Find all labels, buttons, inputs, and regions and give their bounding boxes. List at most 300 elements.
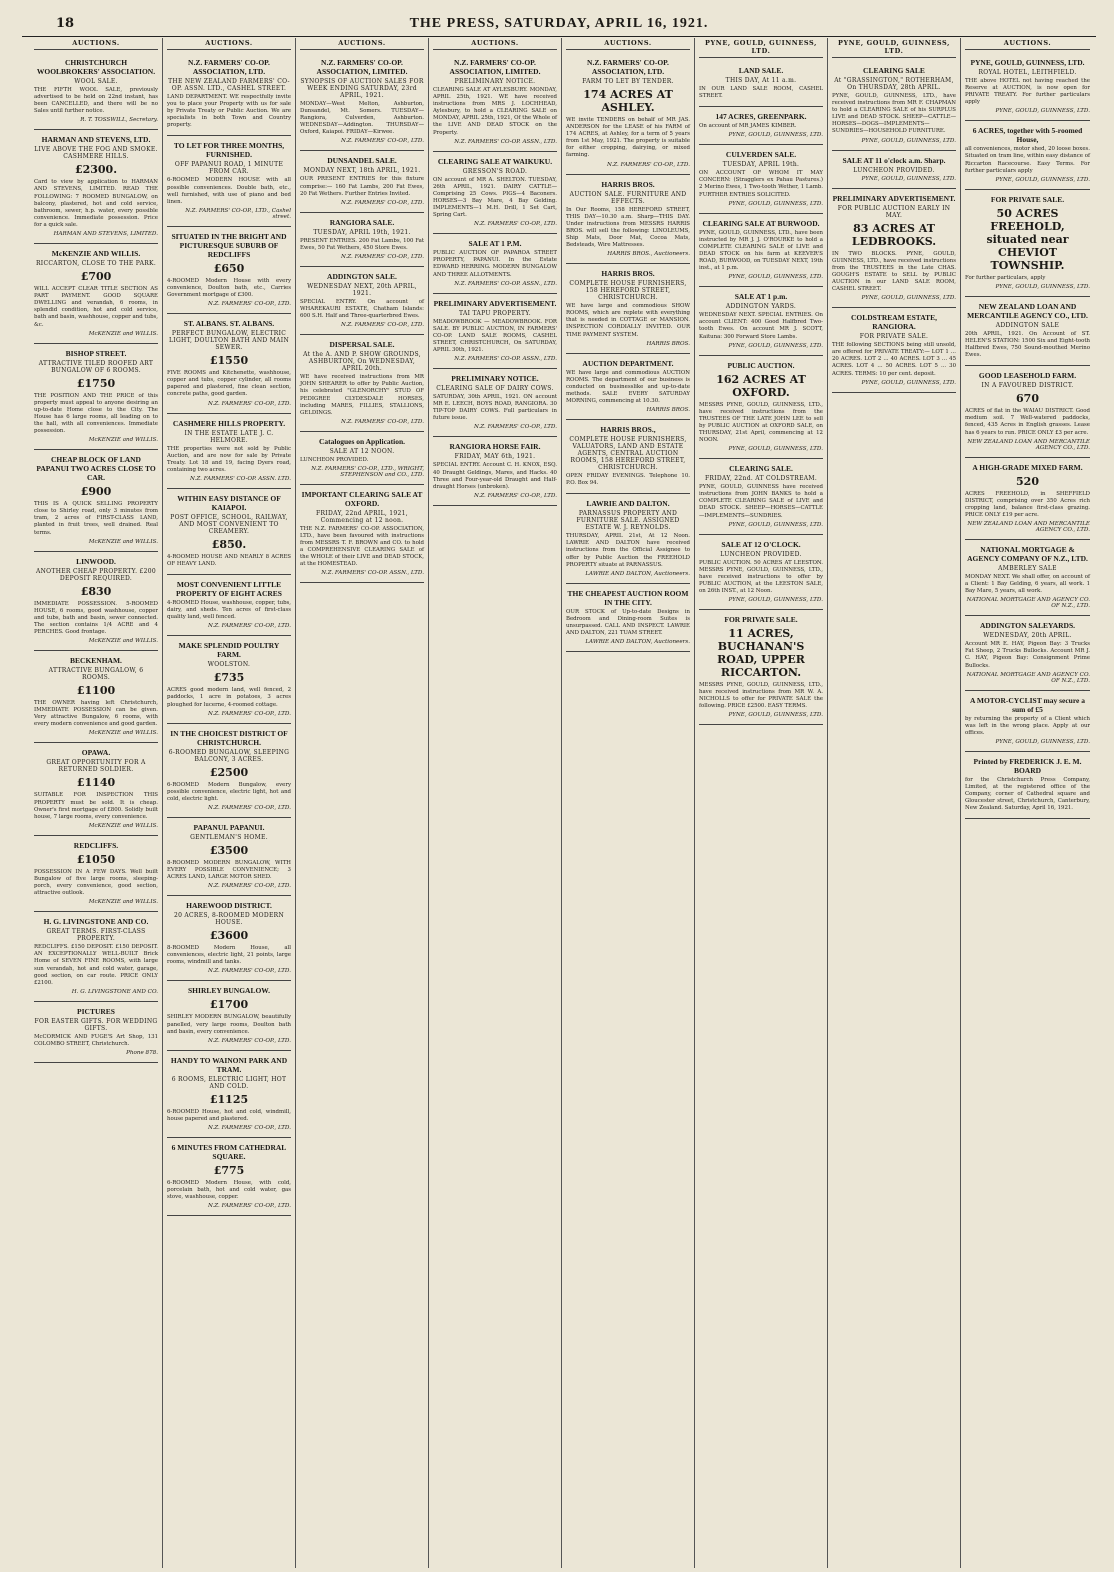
ad-signature: NEW ZEALAND LOAN AND MERCANTILE AGENCY CO., LTD. — [967, 438, 1090, 451]
ad-price: £650 — [213, 261, 245, 275]
ad-subtitle: 6 ROOMS, ELECTRIC LIGHT, HOT AND COLD. — [171, 1075, 287, 1090]
advertisement — [699, 610, 823, 725]
ad-subtitle: AMBERLEY SALE — [998, 564, 1057, 572]
ad-body: for the Christchurch Press Company, Limited, at the registered office of the Company, corner of Cathedral square and Gloucester street, Christchurch, Canterbury, New Zealand. Saturday, April 16, 1921. — [965, 776, 1090, 812]
ad-subtitle: PERFECT BUNGALOW, ELECTRIC LIGHT, DOULTON BATH AND MAIN SEWER. — [168, 330, 290, 352]
ad-signature: N.Z. FARMERS' CO-OP. ASSN., LTD. — [454, 138, 557, 145]
ad-title: IN THE CHOICEST DISTRICT OF CHRISTCHURCH. — [170, 728, 288, 747]
advertisement — [34, 552, 158, 651]
ad-signature: N.Z. FARMERS' CO-OP. ASSN., LTD. — [321, 570, 424, 577]
ad-title: PICTURES — [77, 1006, 115, 1016]
advertisement — [34, 651, 158, 743]
column-8 — [961, 38, 1094, 1568]
column-heading: AUCTIONS. — [167, 38, 291, 50]
ad-body: by returning the property of a Client which was left in the wrong place. Apply at our offices. — [965, 715, 1090, 736]
ad-body: SHIRLEY MODERN BUNGALOW, beautifully panelled, very large rooms, Doulton bath and basin, every convenience. — [167, 1014, 291, 1035]
ad-body: all conveniences, motor shed, 20 loose boxes. Situated on tram line, within easy distance of Riccarton Racecourse. Easy Terms. For further particulars apply — [965, 146, 1090, 174]
ad-title: RANGIORA SALE. — [329, 217, 395, 227]
ad-signature: N.Z. FARMERS' CO-OP., LTD. — [340, 322, 424, 329]
ad-price: 83 ACRES AT LEDBROOKS. — [851, 221, 937, 248]
ad-title: NATIONAL MORTGAGE & AGENCY COMPANY OF N.Z., LTD. — [967, 544, 1088, 563]
ad-body: WE invite TENDERS on behalf of MR JAS. ANDERSON for the LEASE of his FARM of 174 ACRES, at Ashley, for a term of 5 years from 1st May, 1921. The property is suitable for either cropping, dairying, or mixed farming. — [566, 117, 690, 159]
ad-body: 8-ROOMED MODERN BUNGALOW, WITH EVERY POSSIBLE CONVENIENCE; 3 ACRES LAND, LARGE MOTOR SHED. — [167, 859, 291, 881]
ad-title: HARRIS BROS., — [600, 425, 656, 435]
ad-title: PAPANUI. PAPANUI. — [193, 822, 265, 832]
column-1 — [30, 38, 163, 1568]
ad-title: MAKE SPLENDID POULTRY FARM. — [178, 641, 280, 660]
ad-body: MESSRS PYNE, GOULD, GUINNESS, LTD., have received instructions from the TRUSTEES OF THE LATE JOHN LEE to sell by PUBLIC AUCTION at OXFORD SALE, on THURSDAY, 21st April, commencing at 12 NOON. — [699, 401, 823, 444]
ad-title: SALE AT 1 p.m. — [734, 292, 788, 302]
advertisement — [300, 267, 424, 335]
advertisement — [699, 535, 823, 610]
advertisement — [300, 213, 424, 267]
ad-signature: N.Z. FARMERS' CO-OP., LTD. — [207, 710, 291, 717]
ad-signature: HARRIS BROS. — [646, 407, 690, 414]
advertisement — [300, 151, 424, 212]
ad-price: 11 ACRES, BUCHANAN'S ROAD, UPPER RICCARTON. — [717, 627, 805, 680]
column-heading: PYNE, GOULD, GUINNESS, LTD. — [699, 38, 823, 58]
advertisement — [699, 356, 823, 460]
ad-title: N.Z. FARMERS' CO-OP. ASSOCIATION, LTD. — [188, 58, 270, 76]
ad-signature: HARRIS BROS. — [646, 340, 690, 347]
ad-signature: McKENZIE and WILLIS. — [88, 638, 158, 645]
ad-subtitle: 6-ROOMED BUNGALOW, SLEEPING BALCONY, 3 ACRES. — [168, 748, 290, 763]
ad-price: £1050 — [76, 852, 116, 866]
ad-body: CLEARING SALE AT AYLESBURY. MONDAY, APRIL 25th, 1921. WE have received instructions from MRS J. LOCHHEAD, Aylesbury, to hold a CLEARING SALE on MONDAY, APRIL 25th, 1921, Of the Whole of the LIVE AND DEAD STOCK on the Property. — [433, 87, 557, 136]
ad-title: WITHIN EASY DISTANCE OF KAIAPOI. — [177, 493, 281, 512]
ad-body: For further particulars, apply — [965, 274, 1046, 281]
ad-body: THE OWNER having left Christchurch, IMMEDIATE POSSESSION can be given. Very attractive Bungalow, 6 rooms, with every modern convenience and good garden. — [34, 700, 158, 728]
ad-signature: N.Z. FARMERS' CO-OP., LTD. — [207, 883, 291, 890]
ad-subtitle: TUESDAY, APRIL 19th. — [722, 161, 800, 169]
ad-signature: N.Z. FARMERS' CO-OP., LTD. — [473, 221, 557, 228]
ad-title: CLEARING SALE AT BURWOOD. — [702, 218, 820, 228]
ad-body: THE above HOTEL not having reached the Reserve at AUCTION, is now open for PRIVATE TREATY. For further particulars apply — [965, 78, 1090, 106]
ad-title: MOST CONVENIENT LITTLE PROPERTY OF EIGHT ACRES — [176, 580, 282, 599]
ad-title: N.Z. FARMERS' CO-OP. ASSOCIATION, LIMITED. — [316, 58, 408, 76]
ad-price: £1140 — [76, 776, 116, 790]
advertisement — [965, 752, 1090, 819]
ad-price: £775 — [213, 1163, 245, 1177]
ad-title: A HIGH-GRADE MIXED FARM. — [972, 462, 1083, 472]
advertisement — [167, 575, 291, 636]
ad-signature: N.Z. FARMERS' CO-OP., LTD. — [207, 400, 291, 407]
advertisement — [965, 53, 1090, 121]
advertisement — [566, 494, 690, 583]
ad-signature: HARRIS BROS., Auctioneers. — [607, 251, 690, 258]
ad-price: 50 ACRES FREEHOLD, situated near CHEVIOT TOWNSHIP. — [986, 206, 1069, 272]
ad-subtitle: SALE AT 12 NOON. — [329, 447, 395, 455]
ad-body: 6-ROOMED Modern Bungalow, every possible convenience, electric light, hot and cold, electric light. — [167, 781, 291, 802]
ad-signature: PYNE, GOULD, GUINNESS, LTD. — [861, 175, 956, 182]
ad-body: Account MR E. HAY, Pigeon Bay: 3 Trucks Fat Sheep, 2 Trucks Bullocks. Account MR J. C. HAY, Pigeon Bay: Consignment Prime Bullocks. — [965, 641, 1090, 669]
ad-title: CLEARING SALE. — [729, 464, 793, 474]
ad-signature: PYNE, GOULD, GUINNESS, LTD. — [861, 137, 956, 144]
ad-title: McKENZIE AND WILLIS. — [51, 249, 141, 259]
column-heading: AUCTIONS. — [34, 38, 158, 50]
ad-signature: McKENZIE and WILLIS. — [88, 822, 158, 829]
ad-signature: McKENZIE and WILLIS. — [88, 437, 158, 444]
ad-subtitle: ADDINGTON YARDS. — [725, 303, 797, 311]
ad-body: 4-ROOMED Modern House with every convenience, Doulton bath, etc., Carries Government mortgage of £300. — [167, 277, 291, 299]
advertisement — [832, 308, 956, 392]
ad-signature: N.Z. FARMERS' CO-OP., LTD. — [340, 418, 424, 425]
ad-title: SITUATED IN THE BRIGHT AND PICTURESQUE SUBURB OF REDCLIFFS — [171, 231, 287, 259]
ad-signature: N.Z. FARMERS' CO-OP., LTD. — [473, 424, 557, 431]
ad-price: £2500 — [209, 765, 249, 779]
ad-title: H. G. LIVINGSTONE AND CO. — [43, 917, 149, 927]
ad-title: DUNSANDEL SALE. — [327, 156, 397, 166]
column-heading: PYNE, GOULD, GUINNESS, LTD. — [832, 38, 956, 58]
advertisement — [433, 369, 557, 437]
column-heading: AUCTIONS. — [300, 38, 424, 50]
ad-signature: McKENZIE and WILLIS. — [88, 730, 158, 737]
ad-title: CASHMERE HILLS PROPERTY. — [172, 418, 286, 428]
ad-body: 6-ROOMED MODERN HOUSE with all possible conveniences. Double bath, etc., well furnished, with use of piano and bed linen. — [167, 177, 291, 205]
advertisement — [699, 107, 823, 145]
ad-subtitle: FOR PRIVATE SALE. — [859, 333, 929, 341]
ad-title: HARRIS BROS. — [601, 179, 655, 189]
ad-subtitle: GREAT OPPORTUNITY FOR A RETURNED SOLDIER. — [46, 759, 146, 774]
ad-body: PYNE, GOULD, GUINNESS have received instructions from JOHN BANKS to hold a COMPLETE CLEARING SALE of LIVE and DEAD STOCK. SHEEP—HORSES—CATTLE—IMPLEMENTS—SUNDRIES. — [699, 484, 823, 519]
ad-signature: N.Z. FARMERS' CO-OP., LTD. — [207, 968, 291, 975]
ad-price: £2300. — [74, 163, 118, 177]
ad-signature: PYNE, GOULD, GUINNESS, LTD. — [728, 200, 823, 207]
ad-signature: N.Z. FARMERS' CO-OP., LTD. — [207, 1203, 291, 1210]
ad-price: £1550 — [209, 354, 249, 368]
ad-subtitle: GENTLEMAN'S HOME. — [190, 833, 268, 841]
advertisement — [965, 540, 1090, 616]
ad-signature: R. T. TOSSWILL, Secretary. — [80, 117, 158, 124]
advertisement — [699, 145, 823, 213]
advertisement — [167, 896, 291, 981]
advertisement — [699, 61, 823, 107]
ad-body: On account of MR JAMES KIMBER. — [699, 123, 797, 130]
ad-price: £1750 — [76, 376, 116, 390]
ad-title: N.Z. FARMERS' CO-OP. ASSOCIATION, LIMITED. — [449, 58, 541, 76]
ad-title: COLDSTREAM ESTATE, RANGIORA. — [851, 313, 937, 332]
ad-signature: N.Z. FARMERS' CO-OP., LTD. — [207, 1037, 291, 1044]
ad-price: 670 — [1016, 392, 1039, 406]
ad-title: CHRISTCHURCH WOOLBROKERS' ASSOCIATION. — [36, 58, 156, 76]
ad-price: £3600 — [209, 929, 249, 943]
ad-signature: H. G. LIVINGSTONE AND CO. — [71, 988, 158, 995]
ad-subtitle: SYNOPSIS OF AUCTION SALES FOR WEEK ENDING SATURDAY, 23rd APRIL, 1921. — [300, 78, 424, 99]
ad-body: REDCLIFFS. £150 DEPOSIT. £150 DEPOSIT. AN EXCEPTIONALLY WELL-BUILT Brick Home of SEVEN FINE ROOMS, with large sun verandah, hot and cold water, garage, good section, on car route. PRICE ONLY £2100. — [34, 944, 158, 986]
ad-title: PRELIMINARY ADVERTISEMENT. — [832, 193, 956, 203]
ad-signature: N.Z. FARMERS' CO-OP., LTD. — [207, 301, 291, 308]
ad-subtitle: ANOTHER CHEAP PROPERTY. £200 DEPOSIT REQUIRED. — [36, 567, 156, 582]
ad-title: BISHOP STREET. — [65, 348, 127, 358]
ad-body: LAND DEPARTMENT. WE respectfully invite you to place your Property with us for sale by Private Treaty or Public Auction. We are specialists in both Town and Country property. — [167, 94, 291, 129]
advertisement — [433, 234, 557, 293]
ad-title: SALE AT 11 o'clock a.m. Sharp. — [842, 155, 946, 165]
ad-body: THIS IS A QUICK SELLING PROPERTY close to Shirley road, only 3 minutes from tram, 2 acres of FIRST-CLASS LAND, planted in fruit trees, well drained. Real terms. — [34, 501, 158, 536]
column-heading: AUCTIONS. — [433, 38, 557, 50]
advertisement — [167, 636, 291, 723]
column-3 — [296, 38, 429, 1568]
ad-subtitle: WOOL SALE. — [74, 78, 118, 85]
ad-body: ON ACCOUNT OF WHOM IT MAY CONCERN: (Stragglers ex Pahau Pastures.) 2 Merino Ewes, 1 Two-tooth Wether, 1 Lamb. FURTHER ENTRIES SOLICITED. — [699, 170, 823, 198]
advertisement — [167, 314, 291, 413]
column-5 — [562, 38, 695, 1568]
advertisement — [34, 912, 158, 1002]
ad-subtitle: THIS DAY, At 11 a.m. — [725, 77, 797, 84]
ad-title: THE CHEAPEST AUCTION ROOM IN THE CITY. — [567, 588, 689, 607]
ad-body: WE have large and commodious SHOW ROOMS, which are replete with everything that is needed in COTTAGE or MANSION. INSPECTION CORDIALLY INVITED. OUR TIME PAYMENT SYSTEM. — [566, 303, 690, 338]
ad-signature: N.Z. FARMERS' CO-OP., LTD. — [207, 1124, 291, 1131]
advertisement — [34, 130, 158, 244]
ad-signature: PYNE, GOULD, GUINNESS, LTD. — [728, 521, 823, 528]
ad-subtitle: IN A FAVOURED DISTRICT. — [981, 382, 1074, 390]
ad-signature: N.Z. FARMERS' CO-OP., LTD., WRIGHT, STEPHENSON and CO., LTD. — [311, 465, 424, 478]
ad-subtitle: PRELIMINARY NOTICE. — [454, 78, 536, 85]
ad-body: THE following SECTIONS being still unsold, are offered for PRIVATE TREATY:— LOT 1 ... 20 ACRES. LOT 2 ... 40 ACRES. LOT 3 ... 45 ACRES. LOT 4 ... 50 ACRES. LOT 5 ... 30 ACRES. TERMS: 10 per cent. deposit. — [832, 342, 956, 377]
ad-signature: Phone 878. — [126, 1049, 158, 1056]
ad-title: PRELIMINARY NOTICE. — [451, 374, 539, 384]
ad-signature: N.Z. FARMERS' CO-OP. ASSN. LTD. — [190, 475, 291, 482]
advertisement — [167, 489, 291, 575]
ad-subtitle: ATTRACTIVE BUNGALOW, 6 ROOMS. — [48, 667, 144, 682]
advertisement — [167, 53, 291, 136]
ad-signature: NEW ZEALAND LOAN AND MERCANTILE AGENCY CO., LTD. — [967, 520, 1090, 533]
ad-subtitle: TUESDAY, APRIL 19th, 1921. — [313, 228, 411, 236]
ad-title: PUBLIC AUCTION. — [727, 360, 795, 370]
ad-title: HARMAN AND STEVENS, LTD. — [41, 135, 151, 145]
advertisement — [566, 53, 690, 175]
advertisement — [832, 61, 956, 151]
ad-body: PYNE, GOULD, GUINNESS, LTD., have been instructed by MR J. J. O'ROURKE to hold a COMPLETE CLEARING SALE of LIVE and DEAD STOCK on his farm at KEEVER'S ROAD, BURWOOD, on TUESDAY NEXT, 19th inst., at 1 p.m. — [699, 229, 823, 272]
ad-body: ON account of MR A. SHELTON. TUESDAY, 26th APRIL, 1921. DAIRY CATTLE—Comprising 25 Cows. PIGS—4 Baconers. HORSES—3 Bay Mare, 4 Bay Gelding. IMPLEMENTS—1 M.H. Drill, 1 Set Cart, Spring Cart. — [433, 176, 557, 219]
ad-title: DISPERSAL SALE. — [329, 340, 395, 350]
column-6 — [695, 38, 828, 1568]
ad-signature: N.Z. FARMERS' CO-OP., LTD. — [606, 161, 690, 168]
ad-price: 174 ACRES AT ASHLEY. — [583, 88, 673, 114]
ad-signature: McKENZIE and WILLIS. — [88, 899, 158, 906]
ad-title: 6 ACRES, together with 5-roomed House, — [972, 126, 1083, 145]
ad-signature: PYNE, GOULD, GUINNESS, LTD. — [995, 738, 1090, 745]
ad-body: OUR STOCK of Up-to-date Designs in Bedroom and Dining-room Suites is unsurpassed. CALL AND INSPECT. LAWRIE AND DALTON, 221 TUAM STREET. — [566, 608, 690, 636]
advertisement — [167, 1138, 291, 1216]
column-heading: AUCTIONS. — [566, 38, 690, 50]
ad-signature: N.Z. FARMERS' CO-OP., LTD. — [473, 492, 557, 499]
ad-signature: LAWRIE AND DALTON, Auctioneers. — [585, 639, 690, 646]
ad-title: LINWOOD. — [76, 556, 116, 566]
ad-body: MONDAY—West Melton, Ashburton, Dunsandel, Mt. Somers. TUESDAY—Rangiora, Culverden, Ashburton. WEDNESDAY—Addington. THURSDAY—Oxford, Kaiapoi. FRIDAY—Kirwee. — [300, 101, 424, 136]
ad-signature: N.Z. FARMERS' CO-OP., LTD. — [340, 138, 424, 145]
ad-title: Printed by FREDERICK J. E. M. BOARD — [973, 756, 1082, 775]
ad-body: OUR PRESENT ENTRIES for this fixture comprise:— 160 Fat Lambs, 200 Fat Ewes, 20 Fat Wethers. Further Entries Invited. — [300, 176, 424, 197]
ad-body: ACRES FREEHOLD, in SHEFFIELD DISTRICT, comprising over 350 Acres rich cropping land, balance first-class grazing. PRICE ONLY £19 per acre. — [965, 490, 1090, 518]
masthead — [22, 14, 1096, 37]
ad-body: Card to view by application to HARMAN AND STEVENS, LIMITED. READ THE FOLLOWING: 7 ROOMED BUNGALOW, on balcony, plastered, hot and cold service, bathroom, sewer, h.p. water, every possible convenience. Immediate possession. Price for a quick sale. — [34, 179, 158, 228]
ad-body: SPECIAL ENTRY. Account C. H. KNOX, ESQ. 40 Draught Geldings, Mares, and Hacks. 40 Three and Four-year-old Draught and Half-draught Horses (unbroken). — [433, 462, 557, 490]
advertisement — [300, 432, 424, 485]
advertisement — [699, 459, 823, 534]
advertisement — [433, 53, 557, 152]
ad-signature: PYNE, GOULD, GUINNESS, LTD. — [728, 597, 823, 604]
advertisement — [965, 691, 1090, 752]
advertisement — [699, 287, 823, 355]
advertisement — [34, 836, 158, 912]
ad-signature: N.Z. FARMERS' CO-OP., LTD. — [340, 199, 424, 206]
ad-subtitle: ADDINGTON SALE — [995, 321, 1060, 329]
ad-body: THE POSITION AND THE PRICE of this property must appeal to anyone desiring an up-to-date Home close to the City. The House has 6 large rooms, all leading on to the hall, with all conveniences. Immediate possession. — [34, 392, 158, 435]
ad-title: FOR PRIVATE SALE. — [990, 194, 1065, 204]
ad-subtitle: AUCTION SALE. FURNITURE AND EFFECTS. — [569, 190, 687, 205]
ad-body: FIVE ROOMS and Kitchenette, washhouse, copper and tubs, copper cylinder, all rooms papered and plastered, fine clean section, concrete paths, good garden. — [167, 370, 291, 398]
advertisement — [566, 175, 690, 265]
ad-title: ADDINGTON SALEYARDS. — [979, 621, 1076, 631]
ad-subtitle: THE NEW ZEALAND FARMERS' CO-OP. ASSN. LTD., CASHEL STREET. — [168, 78, 290, 92]
advertisement — [965, 297, 1090, 366]
ad-subtitle: WEDNESDAY NEXT, 20th APRIL, 1921. — [307, 282, 417, 297]
ad-subtitle: 20 ACRES, 8-ROOMED MODERN HOUSE. — [173, 912, 285, 927]
ad-title: AUCTION DEPARTMENT. — [582, 358, 674, 368]
ad-signature: NATIONAL MORTGAGE AND AGENCY CO. OF N.Z., LTD. — [966, 671, 1090, 684]
ad-subtitle: COMPLETE HOUSE FURNISHERS, VALUATORS, LAND AND ESTATE AGENTS, CENTRAL AUCTION ROOMS, 158 HEREFORD STREET, CHRISTCHURCH. — [569, 436, 687, 472]
ad-subtitle: PARNASSUS PROPERTY AND FURNITURE SALE. ASSIGNED ESTATE W. J. REYNOLDS. — [576, 510, 680, 532]
ad-title: SALE AT 1 P.M. — [468, 239, 522, 249]
advertisement — [433, 152, 557, 235]
ad-body: THE N.Z. FARMERS' CO-OP. ASSOCIATION, LTD., have been favoured with instructions from MESSRS T. F. BROWN and CO. to hold a COMPREHENSIVE CLEARING SALE of the WHOLE of their LIVE and DEAD STOCK, at the HOMESTEAD. — [300, 525, 424, 568]
newspaper-title: THE PRESS, SATURDAY, APRIL 16, 1921. — [409, 16, 709, 31]
ad-title: NEW ZEALAND LOAN AND MERCANTILE AGENCY CO., LTD. — [967, 301, 1088, 320]
ad-subtitle: FOR PUBLIC AUCTION EARLY IN MAY. — [837, 204, 951, 219]
ad-body: THE properties were not sold by Public Auction, and are now for sale by Private Treaty. Lot 18 and 19, facing Dyers road, containing two acres. — [167, 445, 291, 473]
ad-subtitle: RICCARTON, CLOSE TO THE PARK. — [35, 260, 157, 268]
ad-subtitle: WEDNESDAY, 20th APRIL. — [983, 632, 1072, 640]
ad-title: LAND SALE. — [738, 66, 784, 75]
ad-signature: PYNE, GOULD, GUINNESS, LTD. — [728, 132, 823, 139]
ad-price: £830 — [80, 584, 112, 598]
ad-subtitle: LUNCHEON PROVIDED. — [853, 166, 935, 174]
ad-price: £850. — [211, 537, 247, 551]
ad-body: ACRES of flat in the WAIAU DISTRICT. Good medium soil. 7 Well-watered paddocks, fenced, 435 Acres in English grasses. Lease has 6 years to run. PRICE ONLY £3 per acre. — [965, 408, 1090, 436]
ad-body: OPEN FRIDAY EVENINGS. Telephone 10. P.O. Box 94. — [566, 473, 690, 487]
ad-price: £3500 — [209, 843, 249, 857]
advertisement — [167, 724, 291, 818]
column-4 — [429, 38, 562, 1568]
ad-body: MESSRS PYNE, GOULD, GUINNESS, LTD., have received instructions from MR W. A. NICHOLLS to offer for PRIVATE SALE the following. PRICE £2500. EASY TERMS. — [699, 682, 823, 710]
ad-signature: McKENZIE and WILLIS. — [88, 330, 158, 337]
column-heading: AUCTIONS. — [965, 38, 1090, 50]
ad-title: TO LET FOR THREE MONTHS, FURNISHED. — [173, 141, 285, 160]
advertisement — [566, 420, 690, 494]
ad-title: FOR PRIVATE SALE. — [724, 615, 798, 625]
ad-price: £735 — [213, 671, 245, 685]
ad-signature: PYNE, GOULD, GUINNESS, LTD. — [995, 283, 1090, 290]
ad-body: 6-ROOMED Modern House, with cold, porcelain bath, hot and cold water, gas stove, washhouse, copper. — [167, 1179, 291, 1201]
ad-title: ADDINGTON SALE. — [327, 271, 397, 281]
ad-title: CHEAP BLOCK OF LAND PAPANUI TWO ACRES CLOSE TO CAR. — [36, 455, 156, 483]
advertisement — [965, 616, 1090, 690]
ad-subtitle: CLEARING SALE OF DAIRY COWS. — [436, 385, 554, 393]
ad-title: CULVERDEN SALE. — [725, 150, 797, 160]
ad-title: BECKENHAM. — [70, 656, 122, 666]
advertisement — [167, 981, 291, 1050]
ad-subtitle: POST OFFICE, SCHOOL, RAILWAY, AND MOST CONVENIENT TO CREAMERY. — [170, 513, 288, 535]
ad-title: SALE AT 12 O'CLOCK. — [721, 539, 801, 549]
ad-subtitle: WOOLSTON. — [207, 661, 251, 669]
advertisement — [167, 414, 291, 489]
ad-title: SHIRLEY BUNGALOW. — [188, 986, 270, 996]
advertisement — [832, 189, 956, 309]
ad-signature: McKENZIE and WILLIS. — [88, 538, 158, 545]
ad-signature: NATIONAL MORTGAGE AND AGENCY CO. OF N.Z., LTD. — [966, 597, 1090, 610]
advertisement — [699, 214, 823, 288]
ad-subtitle: At "GRASSINGTON," ROTHERHAM, On THURSDAY, 28th APRIL. — [834, 77, 954, 91]
ad-body: WEDNESDAY NEXT. SPECIAL ENTRIES. On account CLIENT: 400 Good Halfbred Two-tooth Ewes. On account MR J. SCOTT, Kaituna: 300 Forward Store Lambs. — [699, 312, 823, 340]
advertisement — [167, 136, 291, 226]
advertisement — [965, 458, 1090, 540]
ad-body: POSSESSION IN A FEW DAYS. Well built Bungalow of five large rooms, sleeping-porch, every convenience, good section, attractive outlook. — [34, 868, 158, 897]
ad-subtitle: GREAT TERMS. FIRST-CLASS PROPERTY. — [46, 928, 146, 943]
advertisement — [167, 227, 291, 314]
ad-signature: PYNE, GOULD, GUINNESS, LTD. — [728, 274, 823, 281]
ad-signature: PYNE, GOULD, GUINNESS, LTD. — [728, 712, 823, 719]
ad-body: LUNCHEON PROVIDED. — [300, 456, 369, 463]
ad-signature: N.Z. FARMERS' CO-OP. ASSN., LTD. — [454, 280, 557, 287]
columns-container — [30, 38, 1100, 1568]
advertisement — [167, 1051, 291, 1138]
ad-title: REDCLIFFS. — [73, 840, 119, 850]
ad-subtitle: At the A. AND P. SHOW GROUNDS, ASHBURTON, On WEDNESDAY, APRIL 20th. — [303, 351, 421, 373]
advertisement — [965, 366, 1090, 457]
ad-title: HARRIS BROS. — [601, 269, 655, 279]
ad-body: THURSDAY, APRIL 21st, At 12 Noon. LAWRIE AND DALTON have received instructions from the Official Assignee to offer by Public Auction the FREEHOLD PROPERTY situate at PARNASSUS. — [566, 533, 690, 568]
ad-price: £700 — [80, 270, 112, 284]
ad-signature: N.Z. FARMERS' CO-OP., LTD. — [340, 253, 424, 260]
ad-body: PYNE, GOULD, GUINNESS, LTD., have received instructions from MR F. CHAPMAN to hold a CLEARING SALE of his SURPLUS LIVE and DEAD STOCK. SHEEP—CATTLE—HORSES—DOGS—IMPLEMENTS—SUNDRIES—HOUSEHOLD FURNITURE. — [832, 93, 956, 135]
ad-subtitle: OFF PAPANUI ROAD, 1 MINUTE FROM CAR. — [174, 161, 284, 176]
advertisement — [300, 485, 424, 584]
ad-body: IN OUR LAND SALE ROOM, CASHEL STREET. — [699, 86, 823, 100]
ad-body: MEADOWBROOK — MEADOWBROOK. FOR SALE. BY PUBLIC AUCTION, IN FARMERS' CO-OP. LAND SALE ROOMS, CASHEL STREET, CHRISTCHURCH, On SATURDAY, APRIL 30th, 1921. — [433, 318, 557, 353]
ad-title: LAWRIE AND DALTON. — [586, 499, 670, 509]
ad-body: SPECIAL ENTRY. On account of WHAREKAURI ESTATE, Chatham Islands: 600 S.H. Half and Three-quarterbred Ewes. — [300, 298, 424, 320]
advertisement — [34, 743, 158, 835]
ad-body: MONDAY NEXT. We shall offer, on account of a Client: 1 Bay Gelding, 6 years, all work. 1 Bay Mare, 5 years, all work. — [965, 573, 1090, 595]
ad-title: CLEARING SALE — [863, 66, 925, 75]
ad-body: PUBLIC AUCTION. 50 ACRES AT LEESTON. MESSRS PYNE, GOULD, GUINNESS, LTD., have received instructions to offer by PUBLIC AUCTION, at the LEESTON SALE, on 26th INST., at 12 Noon. — [699, 559, 823, 594]
advertisement — [433, 294, 557, 369]
page-number: 18 — [56, 16, 75, 31]
ad-title: ST. ALBANS. ST. ALBANS. — [183, 319, 275, 329]
ad-body: WE have received instructions from MR JOHN SHEARER to offer by Public Auction, his celebrated "GLENORCHY" STUD OF PEDIGREE CLYDESDALE HORSES, including MARES, FILLIES, STALLIONS, GELDINGS. — [300, 374, 424, 416]
ad-price: £900 — [80, 485, 112, 499]
ad-title: 147 ACRES, GREENPARK. — [715, 112, 807, 122]
ad-signature: HARMAN AND STEVENS, LIMITED. — [53, 231, 158, 238]
ad-subtitle: FRIDAY, 22nd. AT COLDSTREAM. — [704, 475, 818, 483]
ad-signature: PYNE, GOULD, GUINNESS, LTD. — [728, 446, 823, 453]
advertisement — [34, 244, 158, 344]
ad-subtitle: FARM TO LET BY TENDER. — [582, 78, 674, 85]
ad-title: HAREWOOD DISTRICT. — [186, 901, 272, 911]
ad-signature: LAWRIE AND DALTON, Auctioneers. — [585, 570, 690, 577]
ad-title: CLEARING SALE AT WAIKUKU. — [437, 156, 553, 166]
advertisement — [34, 1002, 158, 1063]
ad-body: 20th APRIL, 1921. On Account of ST. HELEN'S STATION: 1500 Six and Eight-tooth Halfbred Ewes, 750 Sound-mouthed Merino Ewes. — [965, 330, 1090, 359]
ad-body: 4-ROOMED House, washhouse, copper, tubs, dairy, and sheds. Ten acres of first-class quality land, well fenced. — [167, 600, 291, 621]
ad-signature: PYNE, GOULD, GUINNESS, LTD. — [861, 295, 956, 302]
ad-body: SUITABLE FOR INSPECTION THIS PROPERTY must be sold. It is cheap. Owner's first mortgage of £800. Solidly built house, 7 large rooms, every convenience. — [34, 792, 158, 820]
ad-body: SATURDAY, 30th APRIL, 1921. ON account MR E. LEECH, BOYS ROAD, RANGIORA. 30 TIP-TOP DAIRY COWS. Full particulars in future issue. — [433, 394, 557, 422]
ad-price: £1700 — [209, 998, 249, 1012]
ad-body: McCORMICK AND FUGE'S Art Shop, 131 COLOMBO STREET, Christchurch. — [34, 1033, 158, 1047]
ad-body: PUBLIC AUCTION OF PAPAROA STREET PROPERTY, PAPANUI. In the Estate EDWARD HERRING. MODERN BUNGALOW AND THREE ALLOTMENTS. — [433, 250, 557, 278]
ad-body: 4-ROOMED HOUSE AND NEARLY 8 ACRES OF HEAVY LAND. — [167, 553, 291, 567]
